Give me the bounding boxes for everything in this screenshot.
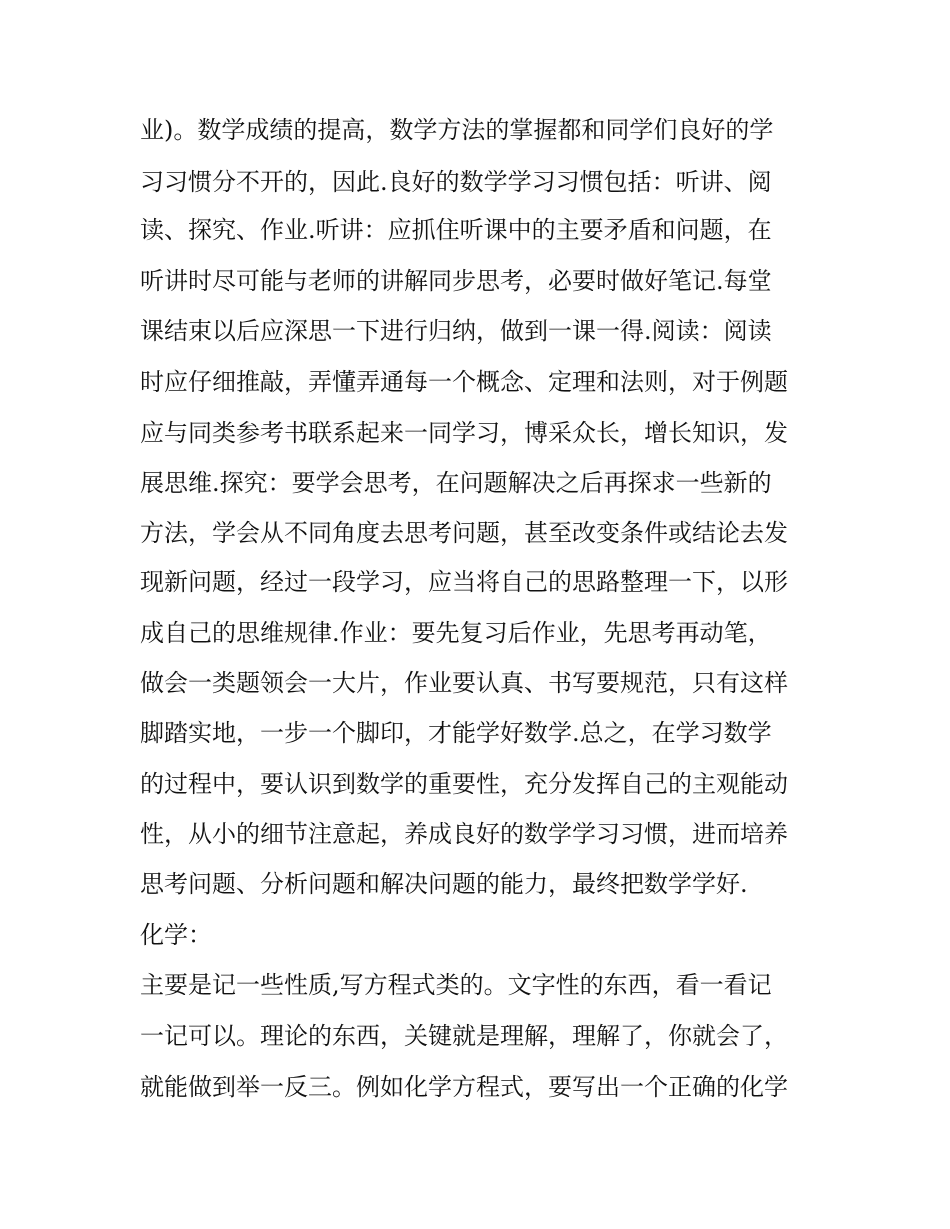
text-line: 应与同类参考书联系起来一同学习，博采众长，增长知识，发 — [140, 419, 788, 447]
text-line: 习习惯分不开的，因此.良好的数学学习习惯包括：听讲、阅 — [140, 168, 772, 196]
text-line: 成自己的思维规律.作业：要先复习后作业，先思考再动笔， — [140, 619, 772, 647]
text-line: 课结束以后应深思一下进行归纳，做到一课一得.阅读：阅读 — [140, 317, 772, 345]
text-line: 性，从小的细节注意起，养成良好的数学学习习惯，进而培养 — [140, 820, 788, 848]
text-line: 读、探究、作业.听讲：应抓住听课中的主要矛盾和问题，在 — [140, 216, 772, 244]
text-line: 展思维.探究：要学会思考，在问题解决之后再探求一些新的 — [140, 469, 772, 497]
text-line: 的过程中，要认识到数学的重要性，充分发挥自己的主观能动 — [140, 770, 788, 798]
text-line: 就能做到举一反三。例如化学方程式，要写出一个正确的化学 — [140, 1073, 788, 1101]
text-line: 思考问题、分析问题和解决问题的能力，最终把数学学好. — [140, 870, 748, 898]
text-line: 现新问题，经过一段学习，应当将自己的思路整理一下，以形 — [140, 568, 788, 596]
text-line: 方法，学会从不同角度去思考问题，甚至改变条件或结论去发 — [140, 519, 788, 547]
text-line: 业)。数学成绩的提高，数学方法的掌握都和同学们良好的学 — [140, 116, 774, 144]
section-heading: 化学： — [140, 921, 212, 949]
text-line: 脚踏实地，一步一个脚印，才能学好数学.总之，在学习数学 — [140, 719, 772, 747]
text-line: 主要是记一些性质,写方程式类的。文字性的东西，看一看记 — [140, 971, 772, 999]
text-line: 一记可以。理论的东西，关键就是理解，理解了，你就会了， — [140, 1022, 788, 1050]
text-line: 做会一类题领会一大片，作业要认真、书写要规范，只有这样 — [140, 669, 788, 697]
text-line: 听讲时尽可能与老师的讲解同步思考，必要时做好笔记.每堂 — [140, 267, 772, 295]
text-line: 时应仔细推敲，弄懂弄通每一个概念、定理和法则，对于例题 — [140, 368, 788, 396]
